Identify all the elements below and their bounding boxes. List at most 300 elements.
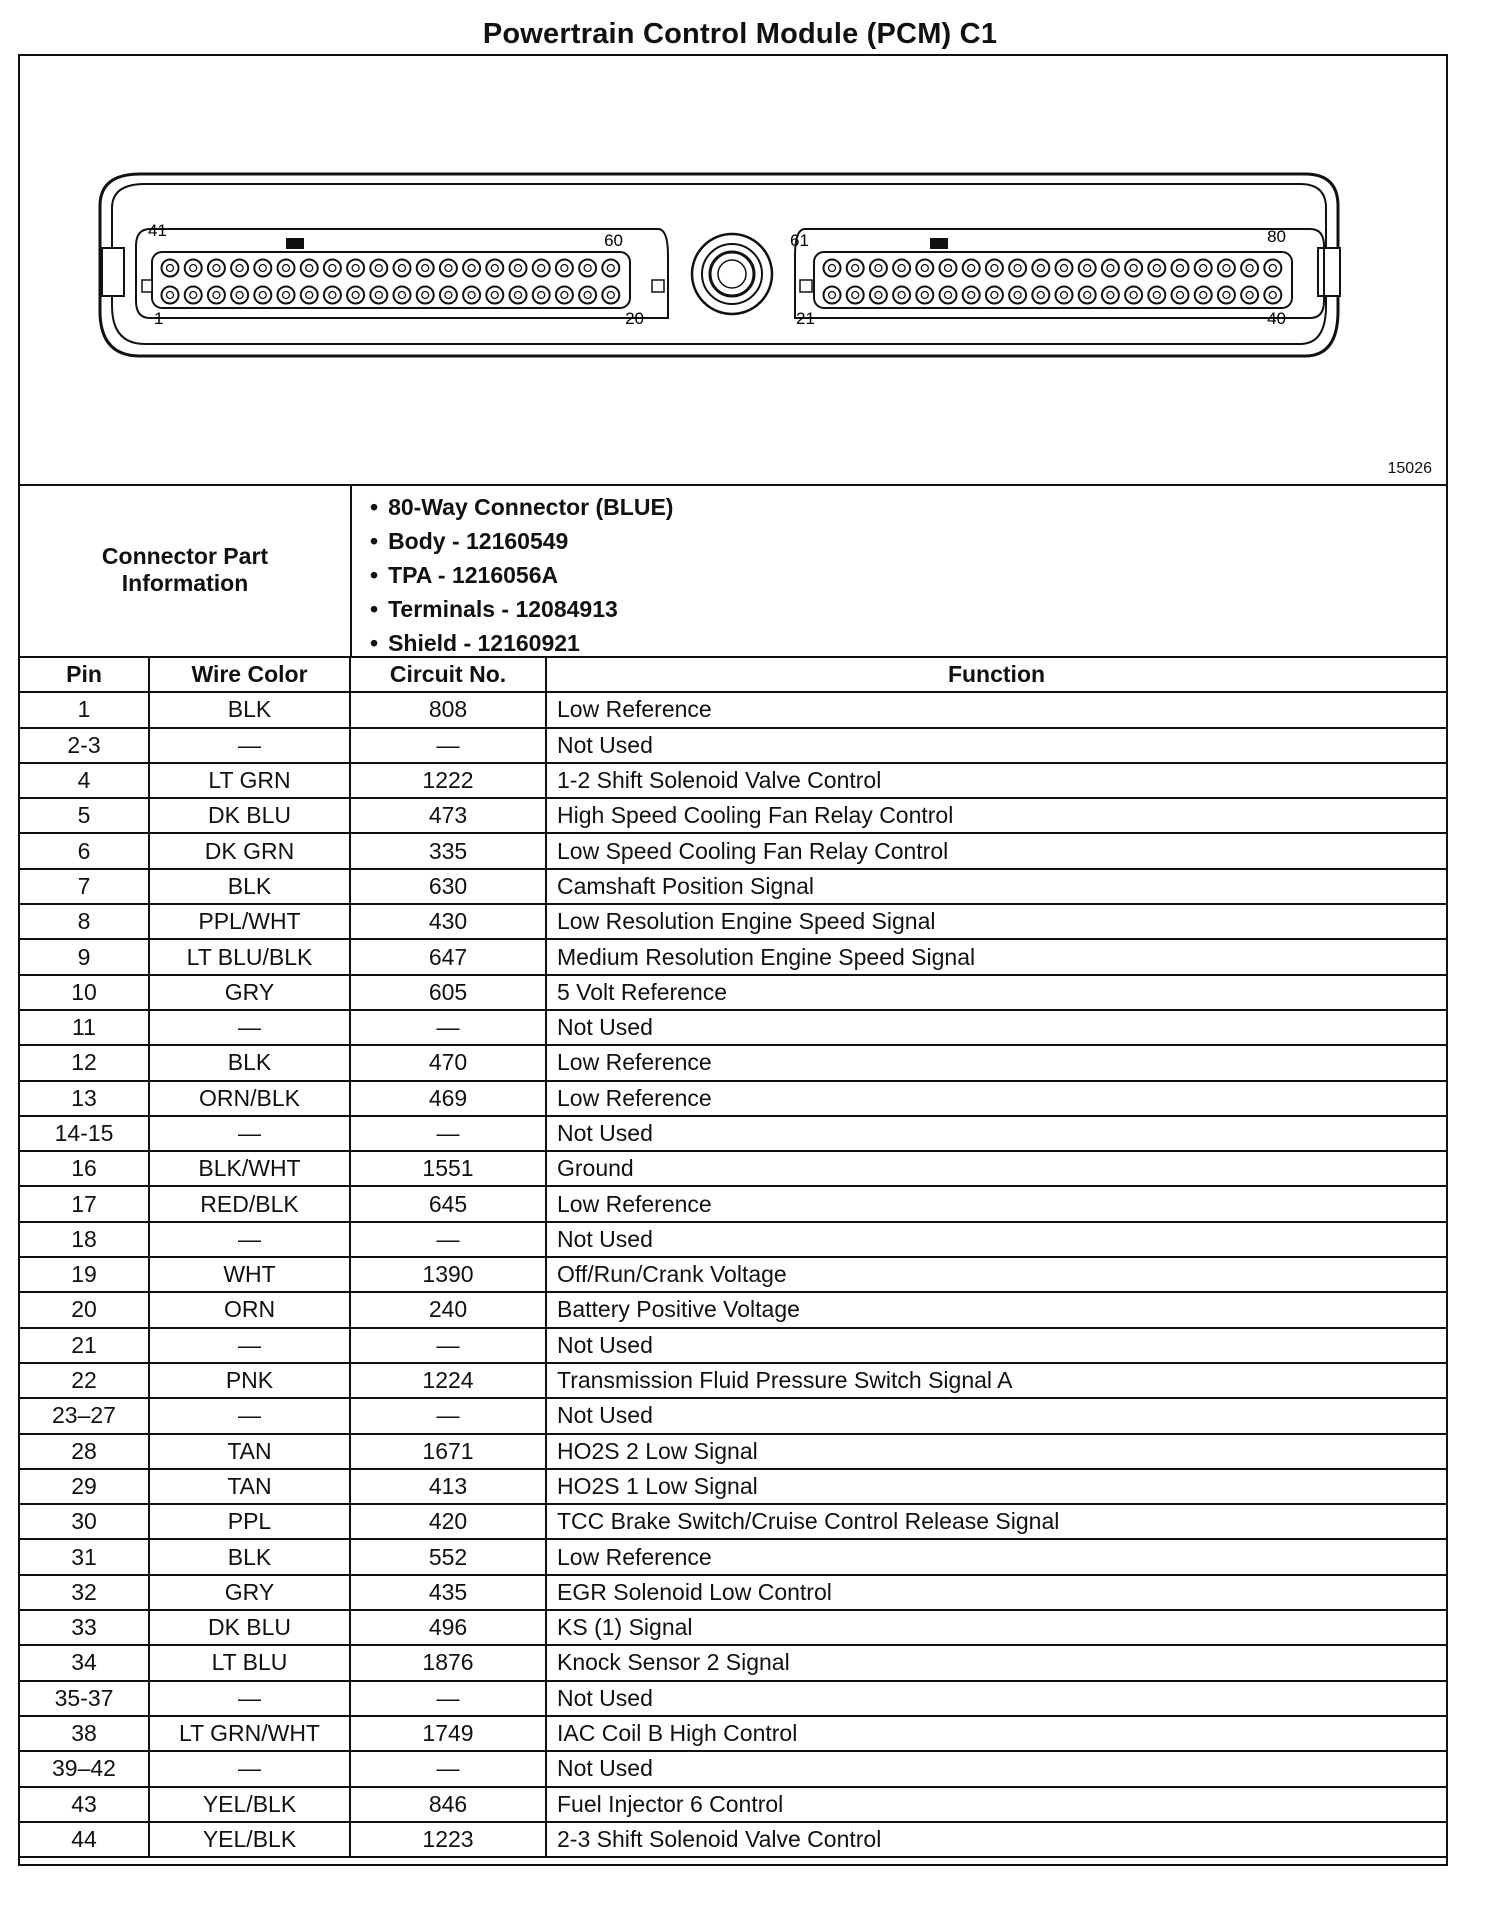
pin-label-80: 80 bbox=[1267, 227, 1286, 246]
function-cell: Low Reference bbox=[546, 1539, 1446, 1574]
function-cell: Ground bbox=[546, 1151, 1446, 1186]
pin-label-21: 21 bbox=[796, 309, 815, 328]
wire-color-cell: — bbox=[149, 1328, 350, 1363]
circuit-cell: 605 bbox=[350, 975, 546, 1010]
circuit-cell: — bbox=[350, 1751, 546, 1786]
left-pin-terminal bbox=[607, 265, 614, 272]
center-bolt-inner bbox=[710, 252, 754, 296]
left-pin-hole bbox=[579, 260, 596, 277]
figure-number: 15026 bbox=[1387, 460, 1432, 477]
right-pin-hole bbox=[1195, 260, 1212, 277]
pin-cell: 11 bbox=[20, 1010, 149, 1045]
right-pin-hole bbox=[1195, 287, 1212, 304]
circuit-cell: 1749 bbox=[350, 1716, 546, 1751]
right-pin-hole bbox=[1264, 260, 1281, 277]
function-cell: Battery Positive Voltage bbox=[546, 1292, 1446, 1327]
circuit-cell: 1223 bbox=[350, 1822, 546, 1857]
pin-cell: 14-15 bbox=[20, 1116, 149, 1151]
function-cell: Medium Resolution Engine Speed Signal bbox=[546, 939, 1446, 974]
table-row bbox=[20, 728, 1446, 763]
right-pin-hole bbox=[1172, 287, 1189, 304]
center-bolt-outer bbox=[692, 234, 772, 314]
left-pin-hole bbox=[602, 260, 619, 277]
function-cell: Low Reference bbox=[546, 692, 1446, 727]
circuit-cell: — bbox=[350, 1010, 546, 1045]
function-cell: TCC Brake Switch/Cruise Control Release Signal bbox=[546, 1504, 1446, 1539]
part-info-list bbox=[370, 490, 673, 660]
pin-cell: 30 bbox=[20, 1504, 149, 1539]
connector-part-information bbox=[20, 484, 1446, 658]
wire-color-cell: — bbox=[149, 728, 350, 763]
right-pin-terminal bbox=[1177, 292, 1184, 299]
pin-holes bbox=[162, 260, 1282, 304]
left-pin-terminal bbox=[352, 265, 359, 272]
left-pin-terminal bbox=[167, 292, 174, 299]
wire-color-cell: RED/BLK bbox=[149, 1186, 350, 1221]
wire-color-cell: LT GRN/WHT bbox=[149, 1716, 350, 1751]
pin-cell: 22 bbox=[20, 1363, 149, 1398]
center-bolt-core bbox=[718, 260, 746, 288]
right-pin-terminal bbox=[1130, 265, 1137, 272]
circuit-cell: 469 bbox=[350, 1081, 546, 1116]
table-row bbox=[20, 904, 1446, 939]
left-pin-hole bbox=[579, 287, 596, 304]
pin-label-41: 41 bbox=[148, 221, 167, 240]
pin-label-60: 60 bbox=[604, 231, 623, 250]
left-pin-terminal bbox=[445, 292, 452, 299]
wire-color-cell: ORN bbox=[149, 1292, 350, 1327]
left-pin-hole bbox=[556, 287, 573, 304]
circuit-cell: — bbox=[350, 1116, 546, 1151]
table-row bbox=[20, 869, 1446, 904]
page-title: Powertrain Control Module (PCM) C1 bbox=[482, 18, 998, 50]
function-cell: Not Used bbox=[546, 728, 1446, 763]
pin-cell: 9 bbox=[20, 939, 149, 974]
function-cell: KS (1) Signal bbox=[546, 1610, 1446, 1645]
right-pin-terminal bbox=[1200, 265, 1207, 272]
right-pin-hole bbox=[1056, 287, 1073, 304]
left-pin-terminal bbox=[515, 292, 522, 299]
wire-color-cell: DK BLU bbox=[149, 798, 350, 833]
pin-cell: 1 bbox=[20, 692, 149, 727]
table-header-row bbox=[20, 657, 1446, 692]
left-pin-hole bbox=[347, 287, 364, 304]
left-pin-hole bbox=[463, 260, 480, 277]
table-row bbox=[20, 1716, 1446, 1751]
table-row bbox=[20, 1045, 1446, 1080]
function-cell: Not Used bbox=[546, 1398, 1446, 1433]
left-pin-terminal bbox=[515, 265, 522, 272]
table-row bbox=[20, 1434, 1446, 1469]
pin-cell: 35-37 bbox=[20, 1681, 149, 1716]
wire-color-cell: YEL/BLK bbox=[149, 1822, 350, 1857]
right-pin-terminal bbox=[991, 292, 998, 299]
pin-table bbox=[20, 656, 1446, 1858]
left-pin-hole bbox=[324, 260, 341, 277]
function-cell: Not Used bbox=[546, 1681, 1446, 1716]
part-info-label-text: Connector Part Information bbox=[101, 543, 269, 596]
pin-cell: 32 bbox=[20, 1575, 149, 1610]
circuit-cell: 552 bbox=[350, 1539, 546, 1574]
function-cell: Not Used bbox=[546, 1222, 1446, 1257]
column-header-function: Function bbox=[546, 657, 1446, 692]
right-pin-hole bbox=[1218, 287, 1235, 304]
left-pin-hole bbox=[254, 260, 271, 277]
left-pin-terminal bbox=[283, 265, 290, 272]
table-row bbox=[20, 1398, 1446, 1433]
circuit-cell: 1671 bbox=[350, 1434, 546, 1469]
left-pin-terminal bbox=[213, 265, 220, 272]
part-info-item: • Body - 12160549 bbox=[370, 524, 673, 558]
right-pin-hole bbox=[1079, 287, 1096, 304]
function-cell: Low Reference bbox=[546, 1045, 1446, 1080]
left-pin-hole bbox=[417, 260, 434, 277]
table-row bbox=[20, 1151, 1446, 1186]
circuit-cell: 630 bbox=[350, 869, 546, 904]
wire-color-cell: — bbox=[149, 1751, 350, 1786]
left-pin-hole bbox=[208, 260, 225, 277]
left-pin-hole bbox=[278, 287, 295, 304]
left-pin-terminal bbox=[422, 292, 429, 299]
function-cell: Fuel Injector 6 Control bbox=[546, 1787, 1446, 1822]
left-pin-hole bbox=[347, 260, 364, 277]
right-pin-hole bbox=[824, 287, 841, 304]
right-pin-terminal bbox=[1061, 265, 1068, 272]
left-pin-hole bbox=[602, 287, 619, 304]
left-pin-terminal bbox=[584, 265, 591, 272]
circuit-cell: 1390 bbox=[350, 1257, 546, 1292]
table-row bbox=[20, 1822, 1446, 1857]
right-pin-terminal bbox=[1037, 292, 1044, 299]
function-cell: 2-3 Shift Solenoid Valve Control bbox=[546, 1822, 1446, 1857]
left-pin-terminal bbox=[329, 265, 336, 272]
wire-color-cell: BLK bbox=[149, 1045, 350, 1080]
table-row bbox=[20, 1186, 1446, 1221]
left-pin-terminal bbox=[259, 265, 266, 272]
left-pin-terminal bbox=[561, 265, 568, 272]
function-cell: Low Reference bbox=[546, 1081, 1446, 1116]
left-pin-hole bbox=[370, 260, 387, 277]
function-cell: Off/Run/Crank Voltage bbox=[546, 1257, 1446, 1292]
left-pin-hole bbox=[417, 287, 434, 304]
circuit-cell: 1224 bbox=[350, 1363, 546, 1398]
table-row bbox=[20, 1610, 1446, 1645]
right-pin-hole bbox=[1241, 260, 1258, 277]
left-pin-hole bbox=[370, 287, 387, 304]
left-pin-terminal bbox=[352, 292, 359, 299]
pin-cell: 38 bbox=[20, 1716, 149, 1751]
left-pin-hole bbox=[486, 260, 503, 277]
right-pin-terminal bbox=[991, 265, 998, 272]
left-pin-terminal bbox=[375, 265, 382, 272]
left-pin-terminal bbox=[167, 265, 174, 272]
right-pin-hole bbox=[963, 260, 980, 277]
right-pin-terminal bbox=[921, 292, 928, 299]
left-pin-hole bbox=[231, 287, 248, 304]
right-pin-hole bbox=[893, 287, 910, 304]
left-pin-terminal bbox=[399, 292, 406, 299]
right-pin-hole bbox=[1056, 260, 1073, 277]
circuit-cell: 808 bbox=[350, 692, 546, 727]
right-pin-terminal bbox=[1269, 265, 1276, 272]
left-pin-terminal bbox=[491, 292, 498, 299]
left-pin-hole bbox=[394, 287, 411, 304]
left-pin-terminal bbox=[259, 292, 266, 299]
left-pin-terminal bbox=[584, 292, 591, 299]
column-header-circuit: Circuit No. bbox=[350, 657, 546, 692]
right-polarity-key bbox=[930, 238, 948, 249]
left-pin-terminal bbox=[422, 265, 429, 272]
function-cell: Low Resolution Engine Speed Signal bbox=[546, 904, 1446, 939]
wire-color-cell: BLK bbox=[149, 692, 350, 727]
function-cell: IAC Coil B High Control bbox=[546, 1716, 1446, 1751]
right-pin-terminal bbox=[1153, 265, 1160, 272]
right-pin-terminal bbox=[1084, 265, 1091, 272]
pin-cell: 29 bbox=[20, 1469, 149, 1504]
right-pin-hole bbox=[1241, 287, 1258, 304]
right-pin-terminal bbox=[1223, 265, 1230, 272]
left-pin-terminal bbox=[607, 292, 614, 299]
right-pin-terminal bbox=[1107, 265, 1114, 272]
right-pin-hole bbox=[1009, 287, 1026, 304]
right-pin-hole bbox=[1172, 260, 1189, 277]
right-pin-terminal bbox=[945, 265, 952, 272]
wire-color-cell: PNK bbox=[149, 1363, 350, 1398]
function-cell: Not Used bbox=[546, 1010, 1446, 1045]
pcm-connector-drawing bbox=[20, 56, 1446, 484]
wire-color-cell: TAN bbox=[149, 1434, 350, 1469]
left-pin-hole bbox=[162, 260, 179, 277]
left-pin-hole bbox=[533, 260, 550, 277]
function-cell: Camshaft Position Signal bbox=[546, 869, 1446, 904]
table-row bbox=[20, 692, 1446, 727]
pin-cell: 34 bbox=[20, 1645, 149, 1680]
right-pin-hole bbox=[1102, 260, 1119, 277]
right-pin-terminal bbox=[1061, 292, 1068, 299]
circuit-cell: 430 bbox=[350, 904, 546, 939]
right-pin-hole bbox=[847, 287, 864, 304]
left-pin-terminal bbox=[190, 265, 197, 272]
wire-color-cell: — bbox=[149, 1222, 350, 1257]
circuit-cell: — bbox=[350, 1681, 546, 1716]
right-pin-terminal bbox=[945, 292, 952, 299]
pin-cell: 16 bbox=[20, 1151, 149, 1186]
right-pin-terminal bbox=[898, 265, 905, 272]
pin-cell: 33 bbox=[20, 1610, 149, 1645]
wire-color-cell: PPL bbox=[149, 1504, 350, 1539]
pin-table-body bbox=[20, 692, 1446, 1857]
pin-cell: 2-3 bbox=[20, 728, 149, 763]
right-pin-hole bbox=[824, 260, 841, 277]
function-cell: Not Used bbox=[546, 1751, 1446, 1786]
table-row bbox=[20, 1787, 1446, 1822]
pin-cell: 44 bbox=[20, 1822, 149, 1857]
wire-color-cell: DK BLU bbox=[149, 1610, 350, 1645]
right-pin-hole bbox=[1148, 260, 1165, 277]
wire-color-cell: BLK bbox=[149, 869, 350, 904]
right-pin-hole bbox=[963, 287, 980, 304]
pin-cell: 13 bbox=[20, 1081, 149, 1116]
wire-color-cell: — bbox=[149, 1398, 350, 1433]
right-pin-hole bbox=[986, 260, 1003, 277]
circuit-cell: 1222 bbox=[350, 763, 546, 798]
circuit-cell: 473 bbox=[350, 798, 546, 833]
left-pin-hole bbox=[510, 287, 527, 304]
table-row bbox=[20, 763, 1446, 798]
pin-cell: 21 bbox=[20, 1328, 149, 1363]
right-pin-hole bbox=[1218, 260, 1235, 277]
right-pin-terminal bbox=[829, 265, 836, 272]
table-row bbox=[20, 1469, 1446, 1504]
left-pin-hole bbox=[185, 287, 202, 304]
left-pin-terminal bbox=[375, 292, 382, 299]
circuit-cell: 335 bbox=[350, 833, 546, 868]
table-row bbox=[20, 1539, 1446, 1574]
pin-cell: 31 bbox=[20, 1539, 149, 1574]
function-cell: Transmission Fluid Pressure Switch Signal A bbox=[546, 1363, 1446, 1398]
pin-cell: 7 bbox=[20, 869, 149, 904]
left-pin-terminal bbox=[190, 292, 197, 299]
table-row bbox=[20, 1222, 1446, 1257]
function-cell: Not Used bbox=[546, 1328, 1446, 1363]
left-pin-hole bbox=[231, 260, 248, 277]
table-row bbox=[20, 939, 1446, 974]
left-pin-terminal bbox=[491, 265, 498, 272]
left-pin-terminal bbox=[213, 292, 220, 299]
wire-color-cell: LT GRN bbox=[149, 763, 350, 798]
pin-cell: 43 bbox=[20, 1787, 149, 1822]
wire-color-cell: BLK/WHT bbox=[149, 1151, 350, 1186]
left-pin-terminal bbox=[306, 265, 313, 272]
left-pin-hole bbox=[486, 287, 503, 304]
pin-cell: 4 bbox=[20, 763, 149, 798]
right-pin-terminal bbox=[1130, 292, 1137, 299]
left-pin-hole bbox=[556, 260, 573, 277]
right-pin-hole bbox=[916, 260, 933, 277]
right-pin-terminal bbox=[1153, 292, 1160, 299]
circuit-cell: — bbox=[350, 1222, 546, 1257]
function-cell: Not Used bbox=[546, 1116, 1446, 1151]
pin-cell: 23–27 bbox=[20, 1398, 149, 1433]
right-pin-hole bbox=[1032, 260, 1049, 277]
wire-color-cell: GRY bbox=[149, 975, 350, 1010]
left-pin-hole bbox=[510, 260, 527, 277]
function-cell: EGR Solenoid Low Control bbox=[546, 1575, 1446, 1610]
table-row bbox=[20, 1292, 1446, 1327]
right-pin-hole bbox=[916, 287, 933, 304]
connector-sheet bbox=[18, 54, 1448, 1866]
circuit-cell: — bbox=[350, 1328, 546, 1363]
wire-color-cell: WHT bbox=[149, 1257, 350, 1292]
right-pin-hole bbox=[1102, 287, 1119, 304]
wire-color-cell: — bbox=[149, 1116, 350, 1151]
table-row bbox=[20, 1645, 1446, 1680]
pin-cell: 39–42 bbox=[20, 1751, 149, 1786]
right-pin-terminal bbox=[875, 292, 882, 299]
table-row bbox=[20, 1751, 1446, 1786]
column-header-pin: Pin bbox=[20, 657, 149, 692]
right-pin-terminal bbox=[1246, 292, 1253, 299]
right-pin-terminal bbox=[852, 292, 859, 299]
pin-cell: 18 bbox=[20, 1222, 149, 1257]
right-pin-terminal bbox=[1084, 292, 1091, 299]
table-row bbox=[20, 975, 1446, 1010]
circuit-cell: 1876 bbox=[350, 1645, 546, 1680]
right-latch bbox=[1318, 248, 1340, 296]
left-cavity-housing bbox=[136, 229, 668, 318]
pin-cell: 10 bbox=[20, 975, 149, 1010]
left-polarity-key bbox=[286, 238, 304, 249]
pin-label-1: 1 bbox=[154, 309, 164, 328]
pin-label-20: 20 bbox=[625, 309, 644, 328]
left-pin-hole bbox=[533, 287, 550, 304]
circuit-cell: — bbox=[350, 1398, 546, 1433]
function-cell: Low Speed Cooling Fan Relay Control bbox=[546, 833, 1446, 868]
circuit-cell: 420 bbox=[350, 1504, 546, 1539]
function-cell: HO2S 1 Low Signal bbox=[546, 1469, 1446, 1504]
table-row bbox=[20, 1504, 1446, 1539]
pin-cell: 17 bbox=[20, 1186, 149, 1221]
function-cell: 1-2 Shift Solenoid Valve Control bbox=[546, 763, 1446, 798]
right-pin-terminal bbox=[968, 292, 975, 299]
left-pin-terminal bbox=[329, 292, 336, 299]
right-pin-hole bbox=[1125, 260, 1142, 277]
right-pin-terminal bbox=[1107, 292, 1114, 299]
left-pin-terminal bbox=[306, 292, 313, 299]
table-row bbox=[20, 1081, 1446, 1116]
right-pin-terminal bbox=[875, 265, 882, 272]
right-pin-terminal bbox=[921, 265, 928, 272]
wire-color-cell: — bbox=[149, 1010, 350, 1045]
pin-cell: 5 bbox=[20, 798, 149, 833]
wire-color-cell: LT BLU bbox=[149, 1645, 350, 1680]
right-pin-hole bbox=[940, 260, 957, 277]
circuit-cell: 496 bbox=[350, 1610, 546, 1645]
table-row bbox=[20, 1363, 1446, 1398]
circuit-cell: — bbox=[350, 728, 546, 763]
table-row bbox=[20, 798, 1446, 833]
right-pin-terminal bbox=[1177, 265, 1184, 272]
left-pin-hole bbox=[394, 260, 411, 277]
function-cell: 5 Volt Reference bbox=[546, 975, 1446, 1010]
left-pin-hole bbox=[301, 287, 318, 304]
wire-color-cell: PPL/WHT bbox=[149, 904, 350, 939]
wire-color-cell: YEL/BLK bbox=[149, 1787, 350, 1822]
circuit-cell: 240 bbox=[350, 1292, 546, 1327]
right-pin-terminal bbox=[1200, 292, 1207, 299]
wire-color-cell: — bbox=[149, 1681, 350, 1716]
function-cell: High Speed Cooling Fan Relay Control bbox=[546, 798, 1446, 833]
circuit-cell: 645 bbox=[350, 1186, 546, 1221]
wire-color-cell: GRY bbox=[149, 1575, 350, 1610]
right-pin-hole bbox=[1148, 287, 1165, 304]
left-pin-hole bbox=[440, 287, 457, 304]
right-pin-hole bbox=[1125, 287, 1142, 304]
pin-cell: 6 bbox=[20, 833, 149, 868]
left-pin-hole bbox=[301, 260, 318, 277]
left-pin-hole bbox=[254, 287, 271, 304]
part-info-item: • Terminals - 12084913 bbox=[370, 592, 673, 626]
right-pin-terminal bbox=[829, 292, 836, 299]
right-pin-hole bbox=[893, 260, 910, 277]
left-latch bbox=[102, 248, 124, 296]
right-pin-terminal bbox=[1014, 265, 1021, 272]
left-pin-terminal bbox=[283, 292, 290, 299]
function-cell: HO2S 2 Low Signal bbox=[546, 1434, 1446, 1469]
wire-color-cell: BLK bbox=[149, 1539, 350, 1574]
right-pin-hole bbox=[870, 287, 887, 304]
left-pin-terminal bbox=[468, 265, 475, 272]
